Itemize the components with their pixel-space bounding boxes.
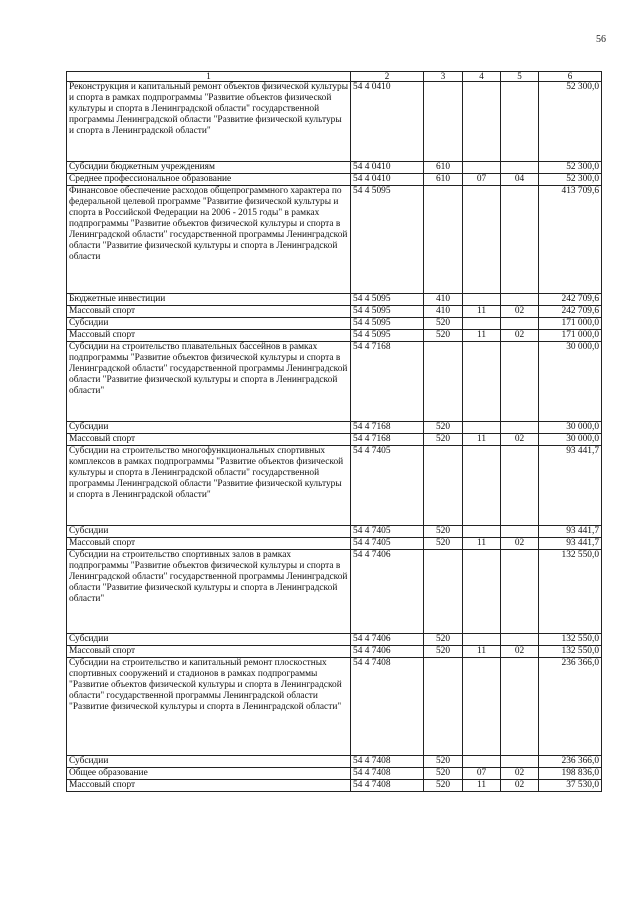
table-row xyxy=(67,538,602,550)
row-code: 54 4 7408 xyxy=(351,768,424,780)
row-section xyxy=(463,82,501,162)
table-row xyxy=(67,550,602,634)
row-code: 54 4 5095 xyxy=(351,318,424,330)
row-section xyxy=(463,634,501,646)
row-name: Массовый спорт xyxy=(67,538,351,550)
row-subsection: 04 xyxy=(501,174,539,186)
row-amount: 132 550,0 xyxy=(539,550,602,634)
row-subsection xyxy=(501,318,539,330)
row-name: Бюджетные инвестиции xyxy=(67,294,351,306)
row-expense-type xyxy=(424,658,463,756)
table-row xyxy=(67,780,602,792)
row-expense-type: 520 xyxy=(424,538,463,550)
row-amount: 171 000,0 xyxy=(539,318,602,330)
row-subsection: 02 xyxy=(501,768,539,780)
row-amount: 52 300,0 xyxy=(539,174,602,186)
row-name: Субсидии xyxy=(67,526,351,538)
row-section: 11 xyxy=(463,434,501,446)
row-code: 54 4 7405 xyxy=(351,446,424,526)
table-row xyxy=(67,294,602,306)
table-row xyxy=(67,342,602,422)
row-name: Массовый спорт xyxy=(67,434,351,446)
row-amount: 93 441,7 xyxy=(539,446,602,526)
row-subsection: 02 xyxy=(501,306,539,318)
row-section xyxy=(463,550,501,634)
row-name: Субсидии бюджетным учреждениям xyxy=(67,162,351,174)
row-amount: 132 550,0 xyxy=(539,634,602,646)
header-row xyxy=(67,72,602,82)
row-code: 54 4 7406 xyxy=(351,634,424,646)
row-expense-type: 520 xyxy=(424,434,463,446)
row-expense-type xyxy=(424,550,463,634)
table-row xyxy=(67,174,602,186)
row-expense-type: 520 xyxy=(424,330,463,342)
row-section xyxy=(463,318,501,330)
row-expense-type: 410 xyxy=(424,294,463,306)
row-code: 54 4 7408 xyxy=(351,658,424,756)
row-amount: 242 709,6 xyxy=(539,294,602,306)
row-section xyxy=(463,422,501,434)
row-name: Субсидии xyxy=(67,422,351,434)
row-subsection: 02 xyxy=(501,538,539,550)
row-section: 11 xyxy=(463,646,501,658)
row-code: 54 4 0410 xyxy=(351,174,424,186)
row-section xyxy=(463,294,501,306)
row-subsection xyxy=(501,162,539,174)
table-row xyxy=(67,446,602,526)
row-section: 07 xyxy=(463,174,501,186)
row-code: 54 4 5095 xyxy=(351,306,424,318)
row-amount: 236 366,0 xyxy=(539,658,602,756)
row-subsection xyxy=(501,446,539,526)
row-subsection xyxy=(501,550,539,634)
row-code: 54 4 7168 xyxy=(351,342,424,422)
table-row xyxy=(67,306,602,318)
table-body xyxy=(67,82,602,792)
row-expense-type: 410 xyxy=(424,306,463,318)
row-section xyxy=(463,446,501,526)
row-section xyxy=(463,658,501,756)
row-section: 11 xyxy=(463,780,501,792)
row-name: Финансовое обеспечение расходов общепрограммного характера по федеральной целевой программе "Развитие физической культуры и спорта в Российской Федерации на 2006 - 2015 годы" в рамках подпрограммы "Развитие объектов физической культуры и спорта в Ленинградской области" государственной программы Ленинградской области "Развитие физической культуры и спорта в Ленинградской области xyxy=(67,186,351,294)
row-code: 54 4 7408 xyxy=(351,756,424,768)
row-code: 54 4 0410 xyxy=(351,162,424,174)
row-amount: 93 441,7 xyxy=(539,538,602,550)
row-code: 54 4 7168 xyxy=(351,434,424,446)
row-code: 54 4 7405 xyxy=(351,526,424,538)
row-subsection: 02 xyxy=(501,330,539,342)
table-row xyxy=(67,646,602,658)
row-code: 54 4 7408 xyxy=(351,780,424,792)
header-col-4: 4 xyxy=(463,72,501,82)
row-subsection xyxy=(501,756,539,768)
row-expense-type: 520 xyxy=(424,526,463,538)
row-code: 54 4 5095 xyxy=(351,186,424,294)
row-expense-type: 520 xyxy=(424,780,463,792)
row-expense-type: 520 xyxy=(424,634,463,646)
row-amount: 132 550,0 xyxy=(539,646,602,658)
row-name: Субсидии на строительство многофункциональных спортивных комплексов в рамках подпрограммы "Развитие объектов физической культуры и спорта в Ленинградской области" государственной программы Ленинградской области "Развитие физической культуры и спорта в Ленинградской области" xyxy=(67,446,351,526)
table-row xyxy=(67,756,602,768)
row-expense-type xyxy=(424,342,463,422)
row-subsection: 02 xyxy=(501,434,539,446)
row-section xyxy=(463,756,501,768)
row-amount: 30 000,0 xyxy=(539,422,602,434)
row-expense-type: 520 xyxy=(424,646,463,658)
row-section xyxy=(463,342,501,422)
row-code: 54 4 7406 xyxy=(351,550,424,634)
row-code: 54 4 5095 xyxy=(351,330,424,342)
row-expense-type: 610 xyxy=(424,174,463,186)
row-code: 54 4 7405 xyxy=(351,538,424,550)
row-subsection xyxy=(501,422,539,434)
row-section: 11 xyxy=(463,330,501,342)
row-expense-type xyxy=(424,186,463,294)
row-section xyxy=(463,186,501,294)
row-amount: 236 366,0 xyxy=(539,756,602,768)
row-subsection xyxy=(501,658,539,756)
row-expense-type xyxy=(424,82,463,162)
row-name: Массовый спорт xyxy=(67,330,351,342)
row-amount: 52 300,0 xyxy=(539,162,602,174)
row-amount: 93 441,7 xyxy=(539,526,602,538)
table-row xyxy=(67,186,602,294)
row-subsection: 02 xyxy=(501,646,539,658)
row-subsection xyxy=(501,186,539,294)
row-section xyxy=(463,162,501,174)
table-row xyxy=(67,434,602,446)
row-code: 54 4 7168 xyxy=(351,422,424,434)
row-section: 11 xyxy=(463,538,501,550)
row-amount: 30 000,0 xyxy=(539,434,602,446)
row-subsection xyxy=(501,82,539,162)
row-code: 54 4 5095 xyxy=(351,294,424,306)
row-amount: 30 000,0 xyxy=(539,342,602,422)
header-col-3: 3 xyxy=(424,72,463,82)
row-amount: 242 709,6 xyxy=(539,306,602,318)
row-name: Субсидии на строительство и капитальный ремонт плоскостных спортивных сооружений и стадионов в рамках подпрограммы "Развитие объектов физической культуры и спорта в Ленинградской области" государственной программы Ленинградской области "Развитие физической культуры и спорта в Ленинградской области" xyxy=(67,658,351,756)
row-section xyxy=(463,526,501,538)
row-code: 54 4 0410 xyxy=(351,82,424,162)
row-name: Реконструкция и капитальный ремонт объектов физической культуры и спорта в рамках подпрограммы "Развитие объектов физической культуры и спорта в Ленинградской области" государственной программы Ленинградской области "Развитие физической культуры и спорта в Ленинградской области" xyxy=(67,82,351,162)
table-row xyxy=(67,318,602,330)
table-row xyxy=(67,658,602,756)
header-col-5: 5 xyxy=(501,72,539,82)
row-amount: 171 000,0 xyxy=(539,330,602,342)
header-col-1: 1 xyxy=(67,72,351,82)
table-row xyxy=(67,82,602,162)
row-name: Субсидии xyxy=(67,318,351,330)
row-expense-type: 520 xyxy=(424,768,463,780)
row-subsection xyxy=(501,526,539,538)
table-row xyxy=(67,634,602,646)
row-section: 07 xyxy=(463,768,501,780)
row-code: 54 4 7406 xyxy=(351,646,424,658)
row-name: Массовый спорт xyxy=(67,780,351,792)
row-section: 11 xyxy=(463,306,501,318)
row-expense-type xyxy=(424,446,463,526)
header-col-2: 2 xyxy=(351,72,424,82)
row-amount: 198 836,0 xyxy=(539,768,602,780)
row-subsection xyxy=(501,294,539,306)
row-subsection xyxy=(501,634,539,646)
row-amount: 37 530,0 xyxy=(539,780,602,792)
table-row xyxy=(67,768,602,780)
row-name: Субсидии xyxy=(67,756,351,768)
row-name: Массовый спорт xyxy=(67,646,351,658)
table-row xyxy=(67,422,602,434)
row-amount: 413 709,6 xyxy=(539,186,602,294)
row-expense-type: 520 xyxy=(424,756,463,768)
row-expense-type: 520 xyxy=(424,318,463,330)
row-name: Субсидии на строительство плавательных бассейнов в рамках подпрограммы "Развитие объектов физической культуры и спорта в Ленинградской области" государственной программы Ленинградской области "Развитие физической культуры и спорта в Ленинградской области" xyxy=(67,342,351,422)
row-subsection xyxy=(501,342,539,422)
row-name: Общее образование xyxy=(67,768,351,780)
row-expense-type: 610 xyxy=(424,162,463,174)
row-name: Среднее профессиональное образование xyxy=(67,174,351,186)
row-expense-type: 520 xyxy=(424,422,463,434)
row-subsection: 02 xyxy=(501,780,539,792)
row-name: Субсидии xyxy=(67,634,351,646)
header-col-6: 6 xyxy=(539,72,602,82)
table-row xyxy=(67,526,602,538)
table-header xyxy=(67,72,602,82)
table-row xyxy=(67,162,602,174)
table-row xyxy=(67,330,602,342)
budget-table xyxy=(66,71,602,792)
page-number: 56 xyxy=(596,34,606,45)
row-name: Массовый спорт xyxy=(67,306,351,318)
row-amount: 52 300,0 xyxy=(539,82,602,162)
row-name: Субсидии на строительство спортивных залов в рамках подпрограммы "Развитие объектов физической культуры и спорта в Ленинградской области" государственной программы Ленинградской области "Развитие физической культуры и спорта в Ленинградской области" xyxy=(67,550,351,634)
